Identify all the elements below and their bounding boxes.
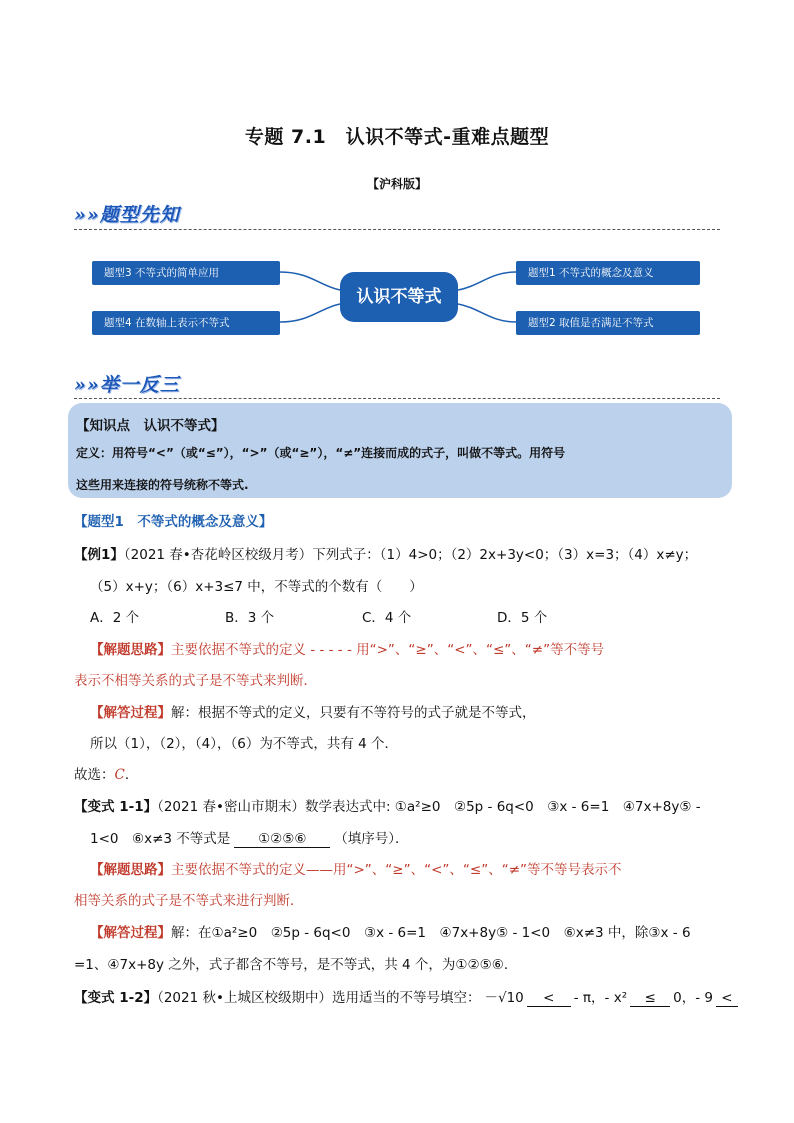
variant-text: （2021 春•密山市期末）数学表达式中: ①a²≥0 ②5p - 6q<0 ③x - 6=1 ④7x+8y⑤ -	[157, 799, 701, 815]
proc-label: 【解答过程】	[90, 925, 171, 941]
section-banner-practice: »»举一反三	[74, 374, 180, 396]
variant-1-2-line	[74, 986, 738, 1007]
type-heading: 【题型1 不等式的概念及意义】	[74, 514, 273, 530]
option-a: A．2 个	[90, 610, 140, 626]
mindmap-topic-4: 题型4 在数轴上表示不等式	[92, 311, 280, 335]
variant-1-1-proc-line-1	[90, 921, 691, 941]
mindmap-topic-3: 题型3 不等式的简单应用	[92, 261, 280, 285]
answer-choice: C	[114, 767, 125, 783]
example-1-answer	[74, 763, 138, 783]
section-banner-preview: »»题型先知	[74, 204, 180, 226]
variant-1-1-line-2	[90, 827, 409, 848]
idea-label: 【解题思路】	[90, 862, 171, 878]
section-rule	[74, 398, 720, 399]
answer-suffix: ．	[124, 767, 139, 783]
example-1-proc-line-1	[90, 701, 536, 721]
variant-text: （2021 秋•上城区校级期中）选用适当的不等号填空：	[157, 990, 481, 1006]
example-1-idea-line-1	[90, 638, 604, 658]
proc-label: 【解答过程】	[90, 705, 171, 721]
variant-1-1-idea-line-2: 相等关系的式子是不等式来进行判断．	[74, 893, 304, 909]
page-title: 专题 7.1 认识不等式-重难点题型	[244, 126, 550, 148]
expr-2: - π，- x²	[573, 990, 628, 1006]
idea-label: 【解题思路】	[90, 642, 171, 658]
variant-1-1-line-1	[74, 795, 701, 815]
blank-3: <	[716, 990, 738, 1007]
blank-1: <	[527, 990, 571, 1007]
example-1-proc-line-2: 所以（1），（2），（4），（6）为不等式，共有 4 个．	[90, 736, 399, 752]
idea-text: 主要依据不等式的定义——用“>”、“≥”、“<”、“≤”、“≠”等不等号表示不	[171, 862, 622, 878]
knowledge-heading: 【知识点 认识不等式】	[76, 418, 225, 434]
idea-text: 主要依据不等式的定义 - - - - - 用“>”、“≥”、“<”、“≤”、“≠”等不等号	[171, 642, 605, 658]
variant-1-1-proc-line-2: =1、④7x+8y 之外，式子都含不等号，是不等式，共 4 个，为①②⑤⑥．	[74, 957, 518, 973]
knowledge-line-1: 定义：用符号“<”（或“≤”），“>”（或“≥”），“≠”连接而成的式子，叫做不等式。用符号	[76, 446, 566, 460]
option-c: C．4 个	[362, 610, 412, 626]
example-text: （2021 春•杏花岭区校级月考）下列式子：（1）4>0；（2）2x+3y<0；（3）x=3；（4）x≠y；	[123, 547, 698, 563]
variant-label: 【变式 1-2】	[74, 990, 158, 1006]
example-1-line-2: （5）x+y；（6）x+3≤7 中，不等式的个数有（ ）	[90, 579, 423, 595]
blank-2: ≤	[630, 990, 670, 1007]
mindmap-center-node: 认识不等式	[340, 272, 458, 322]
proc-text: 解：根据不等式的定义，只要有不等符号的式子就是不等式，	[171, 705, 536, 721]
variant-text-b: （填序号）．	[334, 831, 409, 847]
mindmap-topic-1: 题型1 不等式的概念及意义	[516, 261, 700, 285]
variant-1-1-idea-line-1	[90, 858, 622, 878]
mindmap-topic-2: 题型2 取值是否满足不等式	[516, 311, 700, 335]
option-d: D．5 个	[497, 610, 548, 626]
variant-text-a: 1<0 ⑥x≠3 不等式是	[90, 831, 231, 847]
example-1-line-1	[74, 543, 697, 563]
example-1-idea-line-2: 表示不相等关系的式子是不等式来判断．	[74, 673, 317, 689]
variant-label: 【变式 1-1】	[74, 799, 158, 815]
option-b: B．3 个	[225, 610, 275, 626]
knowledge-line-2: 这些用来连接的符号统称不等式.	[76, 478, 249, 492]
proc-text: 解：在①a²≥0 ②5p - 6q<0 ③x - 6=1 ④7x+8y⑤ - 1<0 ⑥x≠3 中，除③x - 6	[171, 925, 691, 941]
variant-answer-blank: ①②⑤⑥	[234, 831, 330, 848]
example-label: 【例1】	[74, 547, 124, 563]
edition-label: 【沪科版】	[366, 177, 427, 191]
expr-1: －√10	[484, 990, 524, 1006]
answer-prefix: 故选：	[74, 767, 115, 783]
expr-3: 0，- 9	[673, 990, 713, 1006]
